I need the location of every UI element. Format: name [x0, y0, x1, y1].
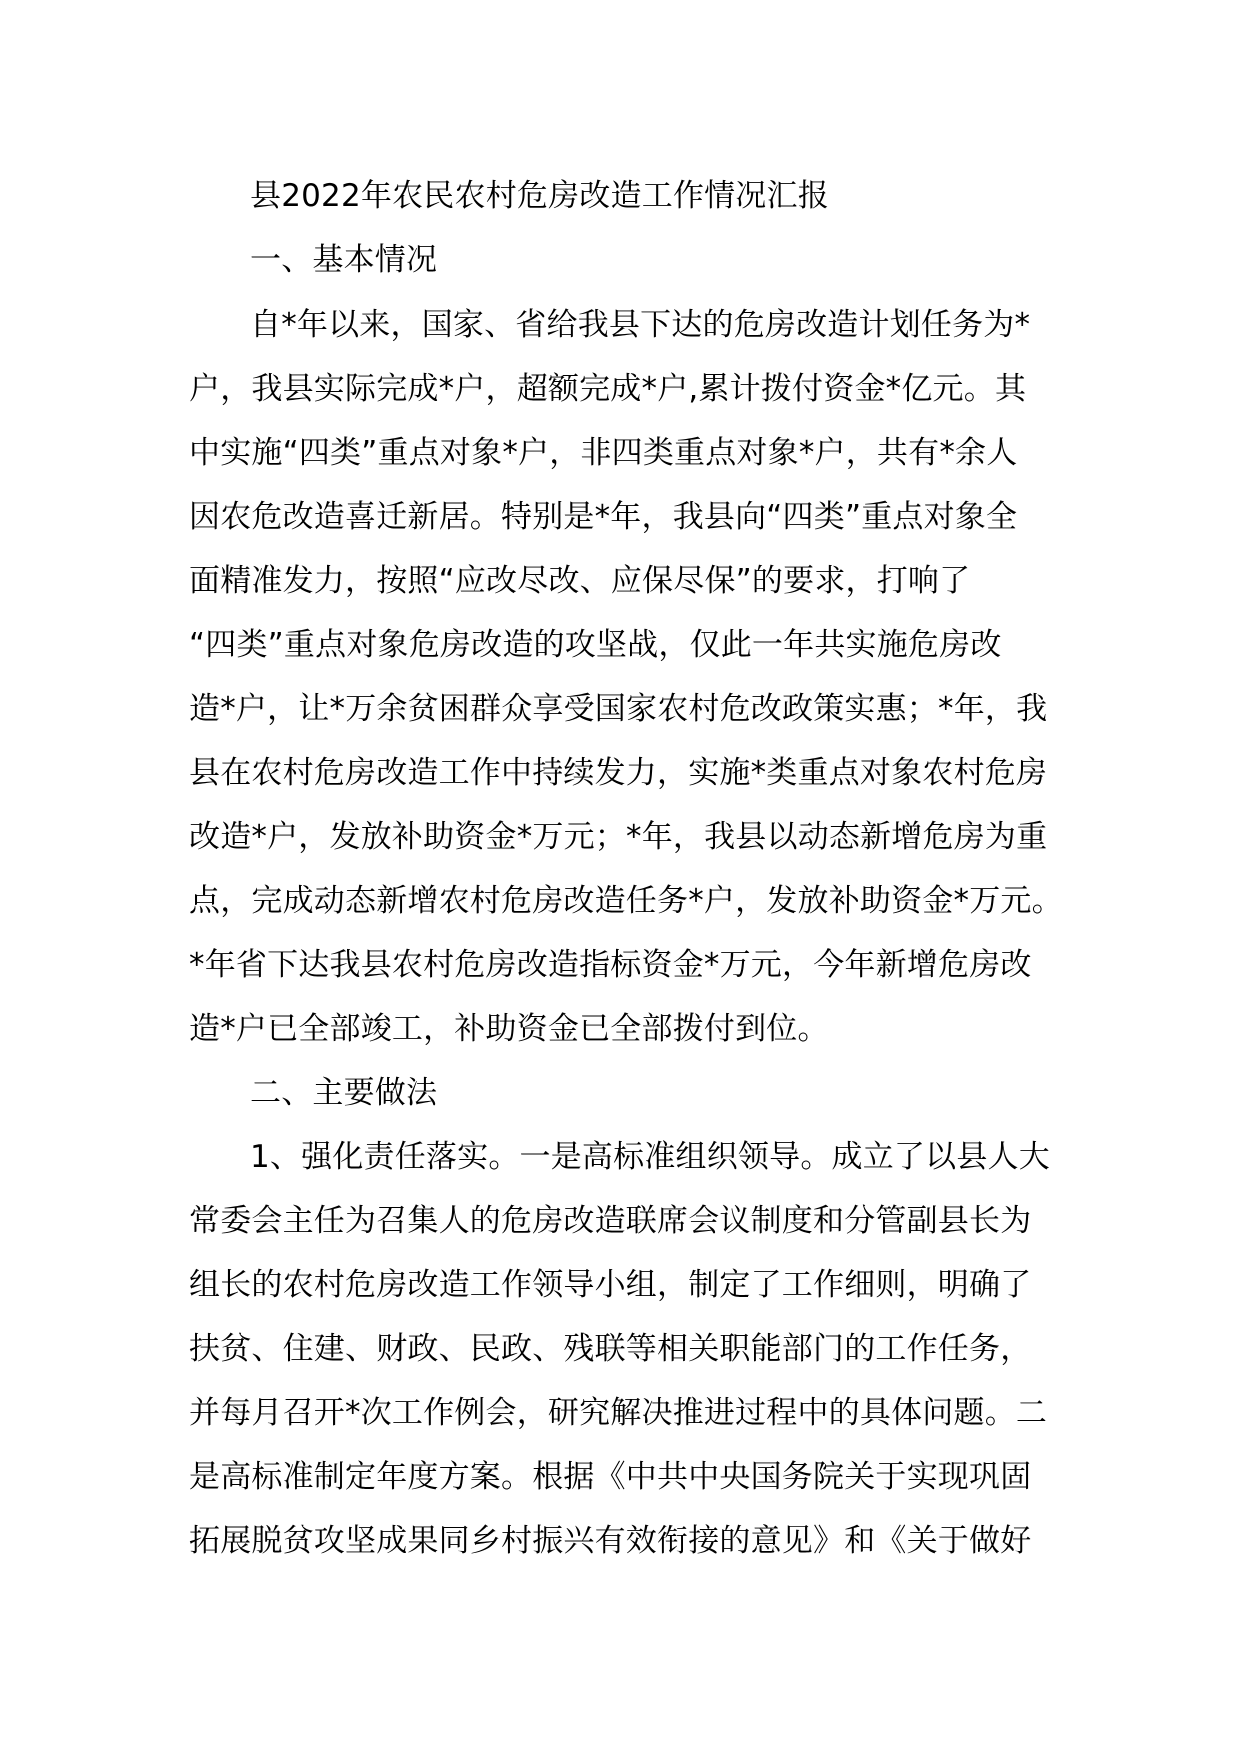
paragraph-line: 是高标准制定年度方案。根据《中共中央国务院关于实现巩固: [189, 1459, 1032, 1495]
paragraph-line: 扶贫、住建、财政、民政、残联等相关职能部门的工作任务，: [189, 1331, 1032, 1367]
paragraph-line: 因农危改造喜迁新居。特别是*年，我县向“四类”重点对象全: [189, 499, 1018, 535]
paragraph-line: “四类”重点对象危房改造的攻坚战，仅此一年共实施危房改: [189, 627, 1002, 663]
section-heading-methods: 二、主要做法: [250, 1075, 438, 1111]
section-heading-basic: 一、基本情况: [250, 242, 438, 278]
paragraph-line: 拓展脱贫攻坚成果同乡村振兴有效衔接的意见》和《关于做好: [189, 1523, 1032, 1559]
paragraph-line: *年省下达我县农村危房改造指标资金*万元，今年新增危房改: [189, 947, 1032, 983]
paragraph-line: 改造*户，发放补助资金*万元；*年，我县以动态新增危房为重: [189, 819, 1048, 855]
paragraph-line: 自*年以来，国家、省给我县下达的危房改造计划任务为*: [250, 307, 1031, 343]
paragraph-line: 点，完成动态新增农村危房改造任务*户，发放补助资金*万元。: [189, 883, 1063, 919]
paragraph-line: 组长的农村危房改造工作领导小组，制定了工作细则，明确了: [189, 1267, 1032, 1303]
paragraph-line: 户，我县实际完成*户，超额完成*户,累计拨付资金*亿元。其: [189, 371, 1027, 407]
paragraph-line: 造*户已全部竣工，补助资金已全部拨付到位。: [189, 1011, 829, 1047]
paragraph-line: 面精准发力，按照“应改尽改、应保尽保”的要求，打响了: [189, 563, 971, 599]
paragraph-line: 县在农村危房改造工作中持续发力，实施*类重点对象农村危房: [189, 755, 1048, 791]
paragraph-line: 中实施“四类”重点对象*户，非四类重点对象*户，共有*余人: [189, 435, 1018, 471]
paragraph-line: 常委会主任为召集人的危房改造联席会议制度和分管副县长为: [189, 1203, 1032, 1239]
paragraph-line: 造*户，让*万余贫困群众享受国家农村危改政策实惠；*年，我: [189, 691, 1048, 727]
document-title: 县2022年农民农村危房改造工作情况汇报: [250, 178, 829, 214]
paragraph-line: 并每月召开*次工作例会，研究解决推进过程中的具体问题。二: [189, 1395, 1048, 1431]
paragraph-line: 1、强化责任落实。一是高标准组织领导。成立了以县人大: [250, 1139, 1050, 1175]
